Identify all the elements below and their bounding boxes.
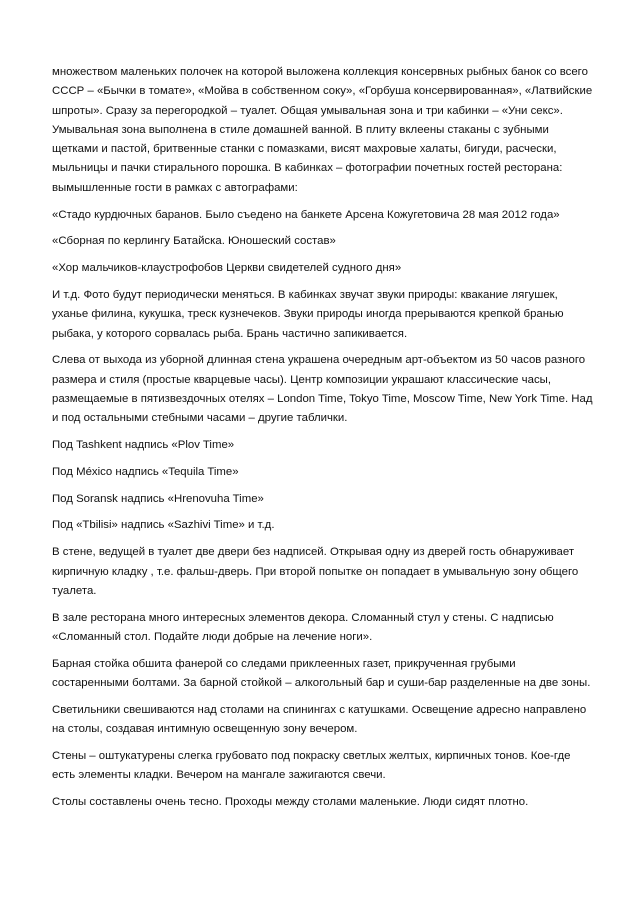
paragraph-clocks-wall: Слева от выхода из уборной длинная стена украшена очередным арт-объектом из 50 часов разного размера и стиля (простые кварцевые часы). Центр композиции украшают классические часы, размещаемые в пятизвездочных отелях – London Time, Tokyo Time, Moscow Time, New York Time. Над и под остальными стебными часами – другие таблички. (52, 354, 593, 425)
paragraph-tashkent: Под Tashkent надпись «Plov Time» (52, 439, 235, 452)
paragraph-quote-choir: «Хор мальчиков-клаустрофобов Церкви свидетелей судного дня» (52, 262, 402, 275)
paragraph-broken-chair: В зале ресторана много интересных элементов декора. Сломанный стул у стены. С надписью «Сломанный стол. Подайте люди добрые на лечение ноги». (52, 611, 554, 643)
paragraph-quote-sheep: «Стадо курдючных баранов. Было съедено на банкете Арсена Кожугетовича 28 мая 2012 года» (52, 208, 560, 221)
paragraph-nature-sounds: И т.д. Фото будут периодически меняться. В кабинках звучат звуки природы: квакание лягушек, уханье филина, кукушка, треск кузнечеков. Звуки природы иногда прерываются крепкой бранью рыбака, у которого сорвалась рыба. Брань частично запикивается. (52, 288, 564, 340)
paragraph-lamps: Светильники свешиваются над столами на спинингах с катушками. Освещение адресно направлено на столы, создавая интимную освещенную зону вечером. (52, 703, 587, 736)
paragraph-canned-fish-and-restroom: множеством маленьких полочек на которой выложена коллекция консервных рыбных банок со всего СССР – «Бычки в томате», «Мойва в собственном соку», «Горбуша консервированная», «Латвийские шпроты». Сразу за перегородкой – туалет. Общая умывальная зона и три кабинки – «Уни секс». Умывальная зона выполнена в стиле домашней ванной. В плиту вклеены стаканы с зубными щетками и пастой, бритвенные станки с помазками, висят махровые халаты, бигуди, расчески, мыльницы и пачки стирального порошка. В кабинках – фотографии почетных гостей ресторана: вымышленные гости в рамках с автографами: (52, 66, 593, 194)
paragraph-bar-counter: Барная стойка обшита фанерой со следами приклеенных газет, прикрученная грубыми состаренными болтами. За барной стойкой – алкогольный бар и суши-бар разделенные на две зоны. (52, 657, 591, 690)
paragraph-mexico: Под México надпись «Tequila Time» (52, 465, 239, 478)
paragraph-walls: Стены – оштукатурены слегка грубовато под покраску светлых желтых, кирпичных тонов. Кое-где есть элементы кладки. Вечером на мангале зажигаются свечи. (52, 749, 571, 782)
document-page (52, 63, 594, 820)
paragraph-tbilisi: Под «Tbilisi» надпись «Sazhivi Time» и т.д. (52, 519, 275, 532)
paragraph-quote-curling: «Сборная по керлингу Батайска. Юношеский состав» (52, 235, 336, 248)
paragraph-fake-door: В стене, ведущей в туалет две двери без надписей. Открывая одну из дверей гость обнаруживает кирпичную кладку , т.е. фальш-дверь. При второй попытке он попадает в умывальную зону общего туалета. (52, 546, 579, 597)
paragraph-tables: Столы составлены очень тесно. Проходы между столами маленькие. Люди сидят плотно. (52, 796, 529, 808)
paragraph-soransk: Под Soransk надпись «Hrenovuha Time» (52, 492, 264, 505)
